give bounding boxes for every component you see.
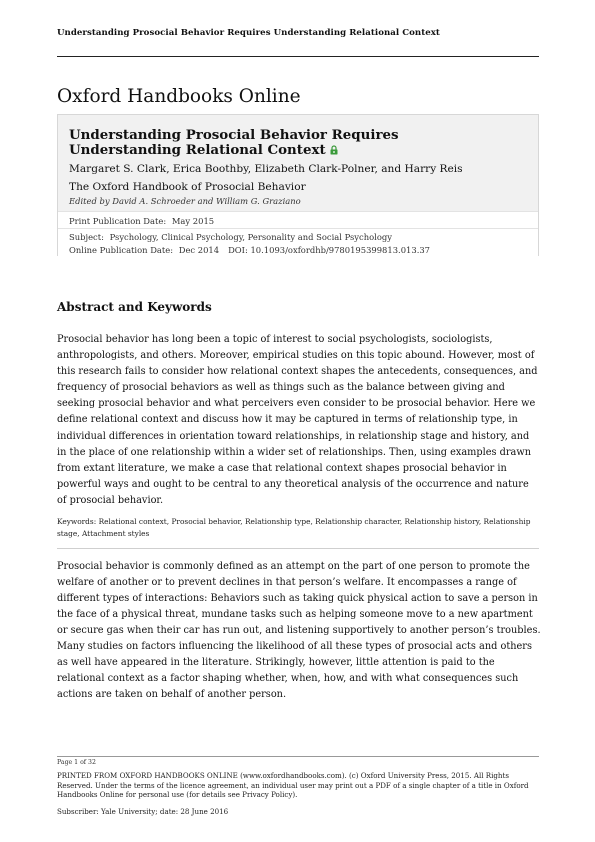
abstract-body: Prosocial behavior has long been a topic of interest to social psychologists, sociologists, anthropologists, and others. Moreover, empirical studies on this topic abound. However, most of this research fails to consider how relational context shapes the antecedents, consequences, and frequency of prosocial behaviors as well as things such as the balance between giving and seeking prosocial behavior and what perceivers even consider to be prosocial behavior. Here we define relational context and discuss how it may be captured in terms of relationship type, in individual differences in orientation toward relationships, in relationship stage and history, and in the place of one relationship within a wider set of relationships. Then, using examples drawn from extant literature, we make a case that relational context shapes prosocial behavior in powerful ways and ought to be central to any theoretical analysis of the occurrence and nature of prosocial behavior.: [57, 334, 538, 506]
print-pub-label: Print Publication Date:: [69, 216, 167, 226]
lock-icon: [330, 144, 338, 159]
chapter-title-text: Understanding Prosocial Behavior Requires Understanding Relational Context: [69, 127, 399, 158]
keywords: [57, 516, 541, 541]
chapter-metadata-box: [57, 114, 539, 256]
print-publication-date: [69, 216, 214, 226]
footer-divider: [57, 756, 539, 757]
subscriber-info: Subscriber: Yale University; date: 28 June 2016: [57, 807, 229, 816]
subject-label: Subject:: [69, 232, 104, 242]
header-divider: [57, 56, 539, 57]
page-number: Page 1 of 32: [57, 759, 96, 766]
online-pub-value: Dec 2014: [178, 245, 220, 255]
print-pub-value: May 2015: [171, 216, 215, 226]
subject-value: Psychology, Clinical Psychology, Personality and Social Psychology: [109, 232, 392, 242]
site-title: Oxford Handbooks Online: [57, 86, 301, 107]
handbook-title: The Oxford Handbook of Prosocial Behavior: [69, 181, 306, 193]
running-head: Understanding Prosocial Behavior Requires Understanding Relational Context: [57, 28, 440, 38]
print-notice: PRINTED FROM OXFORD HANDBOOKS ONLINE (www.oxfordhandbooks.com). (c) Oxford University Press, 2015. All Rights Reserved. Under the terms of the licence agreement, an individual user may print out a PDF of a single chapter of a title in Oxford Handbooks Online for personal use (for details see Privacy Policy).: [57, 771, 529, 800]
subject: [69, 232, 392, 242]
editors: Edited by David A. Schroeder and William G. Graziano: [69, 196, 301, 206]
online-publication-date: [69, 245, 430, 255]
online-pub-label: Online Publication Date:: [69, 245, 174, 255]
keywords-label: Keywords:: [57, 517, 97, 526]
publication-info: [58, 211, 538, 256]
doi-label: DOI:: [228, 245, 248, 255]
authors: Margaret S. Clark, Erica Boothby, Elizabeth Clark-Polner, and Harry Reis: [69, 163, 463, 175]
pub-divider: [58, 228, 538, 229]
doi-value[interactable]: 10.1093/oxfordhb/9780195399813.013.37: [250, 245, 431, 255]
chapter-title: [69, 128, 469, 158]
keywords-list: Relational context, Prosocial behavior, Relationship type, Relationship character, Relationship history, Relationship stage, Attachment styles: [57, 517, 531, 539]
main-paragraph: Prosocial behavior is commonly defined as an attempt on the part of one person to promote the welfare of another or to prevent declines in that person’s welfare. It encompasses a range of different types of interactions: Behaviors such as taking quick physical action to save a person in the face of a physical threat, mundane tasks such as helping someone move to a new apartment or secure gas when their car has run out, and listening supportively to another person’s troubles. Many studies on factors influencing the likelihood of all these types of prosocial acts and others as well have appeared in the literature. Strikingly, however, little attention is paid to the relational context as a factor shaping whether, when, how, and with what consequences such actions are taken on behalf of another person.: [57, 561, 541, 700]
keywords-divider: [57, 548, 539, 549]
abstract-heading: Abstract and Keywords: [57, 300, 212, 314]
